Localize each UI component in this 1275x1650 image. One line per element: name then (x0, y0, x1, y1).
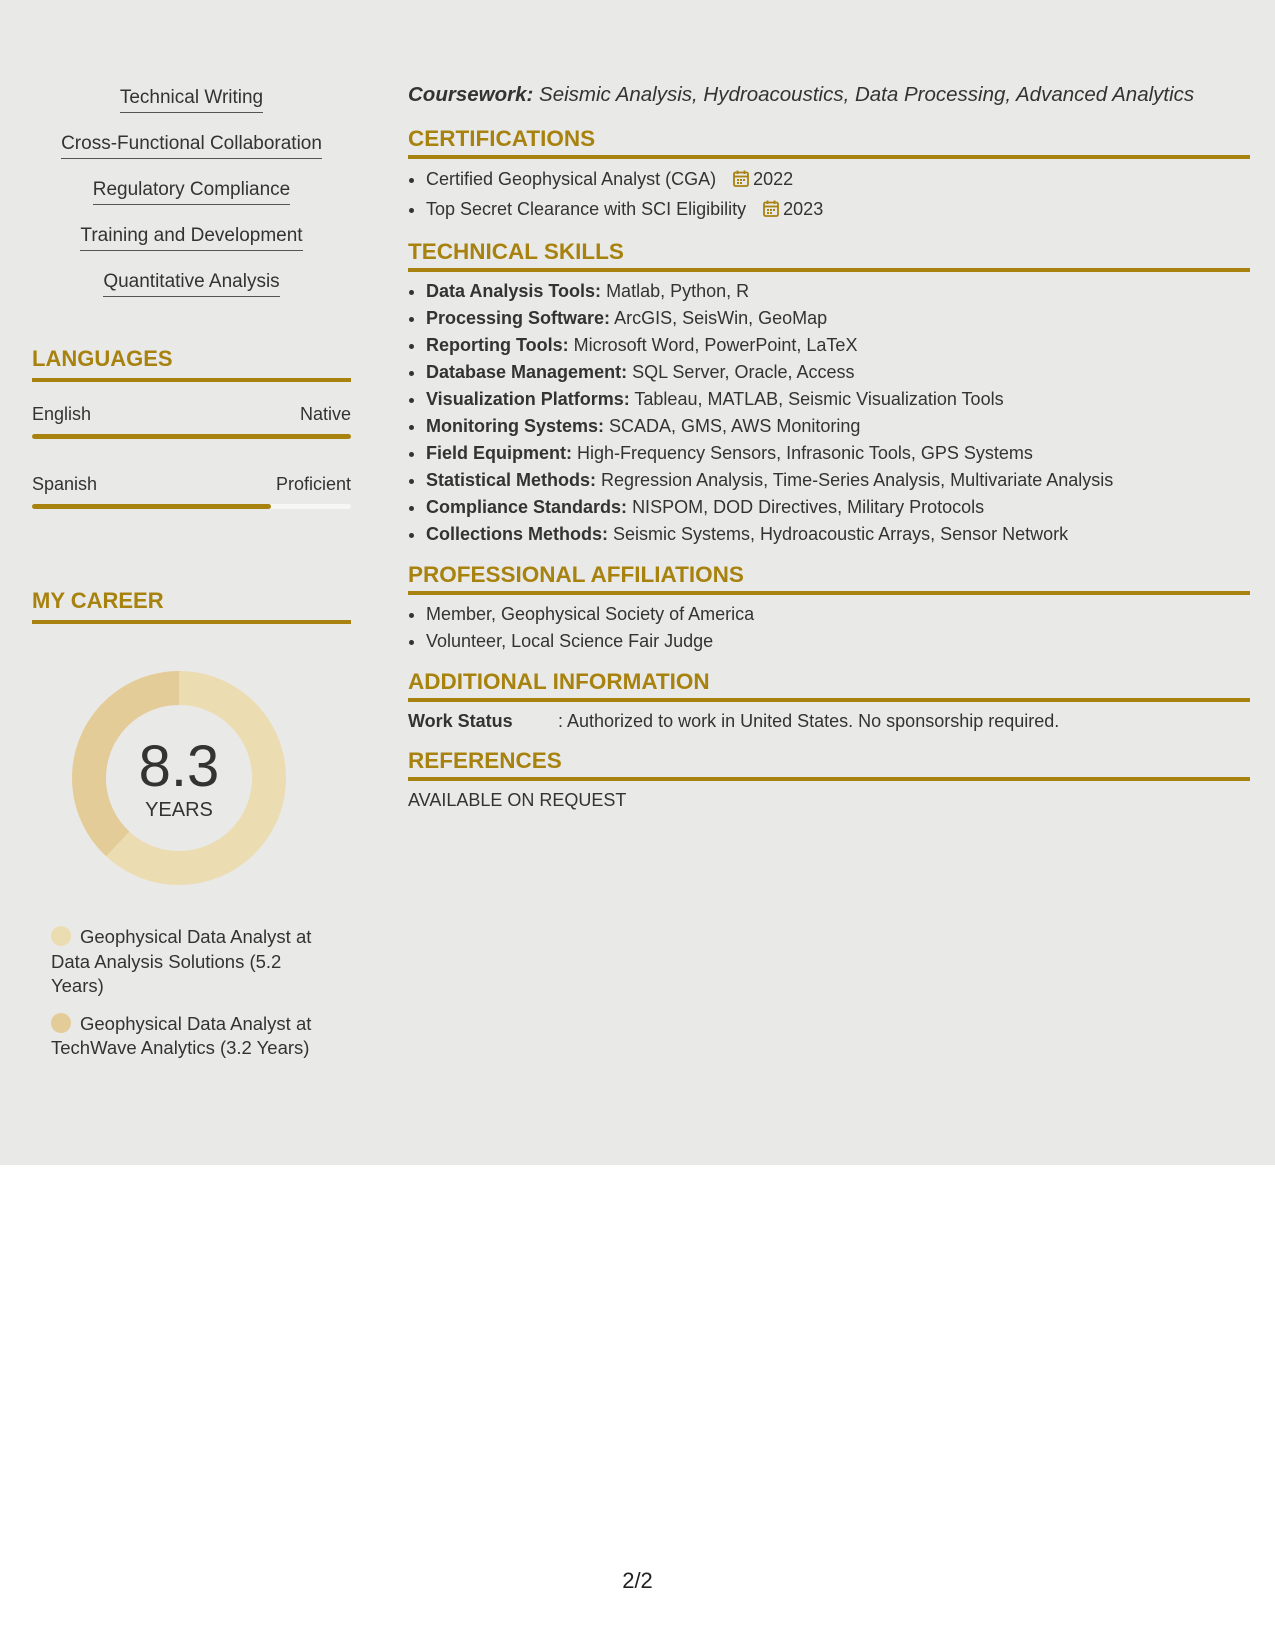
calendar-icon (733, 167, 749, 195)
skill-item: Cross-Functional Collaboration (61, 132, 322, 159)
tech-skill-value: High-Frequency Sensors, Infrasonic Tools, GPS Systems (577, 443, 1033, 463)
language-bar (32, 504, 351, 509)
certification-year: 2023 (783, 199, 824, 219)
certification-name: Top Secret Clearance with SCI Eligibility (426, 199, 747, 219)
skill-item: Training and Development (80, 224, 302, 251)
additional-info-heading: ADDITIONAL INFORMATION (408, 669, 1250, 702)
tech-skill-value: Seismic Systems, Hydroacoustic Arrays, Sensor Network (613, 524, 1069, 544)
tech-skill-value: Microsoft Word, PowerPoint, LaTeX (573, 335, 858, 355)
skill-item: Regulatory Compliance (93, 178, 291, 205)
certification-name: Certified Geophysical Analyst (CGA) (426, 169, 717, 189)
tech-skill-label: Field Equipment: (426, 443, 572, 463)
work-status-row (408, 708, 1250, 734)
technical-skills-list (408, 278, 1250, 548)
career-legend-item (51, 925, 336, 999)
tech-skill-label: Reporting Tools: (426, 335, 569, 355)
career-donut-chart (66, 665, 292, 891)
tech-skill-item (426, 413, 1250, 440)
tech-skill-value: SCADA, GMS, AWS Monitoring (609, 416, 861, 436)
coursework-text: Seismic Analysis, Hydroacoustics, Data Processing, Advanced Analytics (539, 83, 1195, 106)
tech-skill-item (426, 521, 1250, 548)
tech-skill-item (426, 305, 1250, 332)
legend-dot (51, 926, 71, 946)
legend-dot (51, 1013, 71, 1033)
skill-item: Technical Writing (120, 86, 263, 113)
work-status-value: : Authorized to work in United States. No sponsorship required. (558, 711, 1060, 731)
career-heading: MY CAREER (32, 588, 351, 624)
page-number: 2/2 (622, 1568, 653, 1593)
skills-list (32, 86, 351, 316)
certifications-list (408, 165, 1250, 225)
career-total-years: 8.3 (138, 734, 220, 799)
tech-skill-label: Processing Software: (426, 308, 611, 328)
tech-skill-value: SQL Server, Oracle, Access (632, 362, 855, 382)
language-bar (32, 434, 351, 439)
career-role-label: Geophysical Data Analyst at TechWave Analytics (3.2 Years) (51, 1012, 312, 1058)
tech-skill-item (426, 440, 1250, 467)
certification-year: 2022 (753, 169, 794, 189)
tech-skill-item (426, 467, 1250, 494)
coursework-line (408, 80, 1250, 110)
tech-skill-item (426, 494, 1250, 521)
language-level: Native (299, 404, 351, 424)
languages-heading: LANGUAGES (32, 346, 351, 382)
work-status-label: Work Status (408, 711, 513, 731)
affiliations-heading: PROFESSIONAL AFFILIATIONS (408, 562, 1250, 595)
tech-skill-value: ArcGIS, SeisWin, GeoMap (614, 308, 828, 328)
language-name: Spanish (32, 474, 98, 494)
tech-skill-value: NISPOM, DOD Directives, Military Protocols (632, 497, 985, 517)
tech-skill-label: Data Analysis Tools: (426, 281, 602, 301)
certification-item (426, 195, 1250, 225)
tech-skill-value: Tableau, MATLAB, Seismic Visualization Tools (634, 389, 1004, 409)
tech-skill-value: Matlab, Python, R (606, 281, 750, 301)
references-text: AVAILABLE ON REQUEST (408, 790, 627, 810)
calendar-icon (763, 197, 779, 225)
tech-skill-item (426, 386, 1250, 413)
affiliations-list (408, 601, 1250, 655)
tech-skill-label: Statistical Methods: (426, 470, 597, 490)
career-legend (51, 925, 336, 1074)
tech-skill-item (426, 359, 1250, 386)
affiliation-item: • Volunteer, Local Science Fair Judge (426, 628, 1250, 655)
language-name: English (32, 404, 92, 424)
language-level: Proficient (275, 474, 351, 494)
certifications-heading: CERTIFICATIONS (408, 126, 1250, 159)
career-years-unit: YEARS (145, 799, 213, 821)
career-legend-item (51, 1012, 336, 1061)
skill-item: Quantitative Analysis (103, 270, 279, 297)
tech-skill-label: Compliance Standards: (426, 497, 628, 517)
language-bar-fill (32, 504, 271, 509)
tech-skill-value: Regression Analysis, Time-Series Analysis, Multivariate Analysis (601, 470, 1114, 490)
technical-skills-heading: TECHNICAL SKILLS (408, 239, 1250, 272)
tech-skill-label: Visualization Platforms: (426, 389, 630, 409)
tech-skill-label: Monitoring Systems: (426, 416, 605, 436)
coursework-label: Coursework: (408, 83, 534, 106)
tech-skill-item (426, 278, 1250, 305)
tech-skill-label: Database Management: (426, 362, 628, 382)
references-heading: REFERENCES (408, 748, 1250, 781)
certification-item (426, 165, 1250, 195)
main-column (408, 80, 1250, 813)
affiliation-item: • Member, Geophysical Society of America (426, 601, 1250, 628)
language-bar-fill (32, 434, 351, 439)
tech-skill-label: Collections Methods: (426, 524, 609, 544)
career-role-label: Geophysical Data Analyst at Data Analysis Solutions (5.2 Years) (51, 926, 312, 996)
tech-skill-item (426, 332, 1250, 359)
